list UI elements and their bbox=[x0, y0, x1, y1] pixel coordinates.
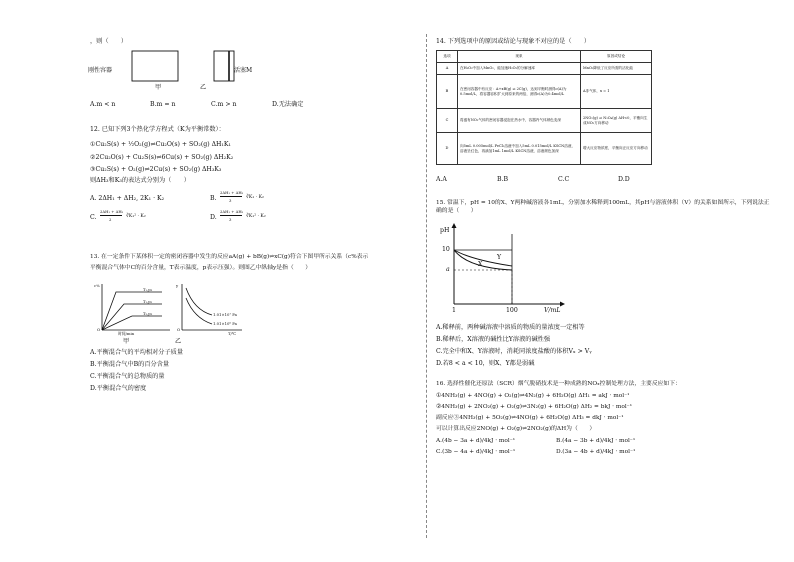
q12-option-d-label: D. bbox=[210, 214, 217, 221]
jia-origin: O bbox=[97, 327, 101, 332]
label-rigid-container: 刚性容器 bbox=[88, 67, 113, 74]
q16-option-d: D.(3a − 4b + d)/4kJ · mol⁻¹ bbox=[556, 449, 636, 455]
label-yi: 乙 bbox=[200, 84, 207, 91]
q15-curve-y-label: Y bbox=[497, 254, 502, 261]
q14-row-c-option: C bbox=[437, 109, 458, 133]
q14-table bbox=[436, 50, 652, 165]
column-divider bbox=[426, 34, 427, 538]
rigid-container bbox=[132, 51, 178, 81]
yi-x-label: T/℃ bbox=[228, 331, 237, 336]
q12-option-c-den: 2 bbox=[109, 217, 112, 222]
q15-y-arrow bbox=[452, 223, 457, 228]
q14-row-c-phenomenon: 将盛有NO₂气体的密闭容器浸泡在热水中，容器内气体颜色变深 bbox=[458, 109, 581, 133]
q14-row-d-option: D bbox=[437, 133, 458, 165]
q13-option-b: B.平衡混合气中B的百分含量 bbox=[90, 361, 170, 368]
q12-option-d-bar bbox=[220, 215, 242, 216]
q14-table-header bbox=[437, 51, 652, 63]
q13-option-c: C.平衡混合气的总物质的量 bbox=[90, 373, 165, 380]
q12-option-b-root: ∛K₁ · K₂ bbox=[246, 195, 264, 200]
q12-eq1: ①Cu₂S(s) + ½O₂(g)⇌Cu₂O(s) + SO₂(g) ΔH₁K₁ bbox=[90, 141, 232, 148]
q12-eq3: ③Cu₂S(s) + O₂(g)⇌2Cu(s) + SO₂(g) ΔH₃K₃ bbox=[90, 166, 222, 173]
q12-option-b-den: 3 bbox=[229, 198, 232, 203]
jia-curve-label-3: T₂,p₂ bbox=[143, 311, 153, 316]
jia-y-label: c% bbox=[94, 283, 100, 288]
q14-option-d: D.D bbox=[618, 176, 630, 183]
piston-container bbox=[214, 51, 234, 81]
q15-x-arrow bbox=[560, 302, 565, 307]
yi-curve-high-pressure bbox=[186, 288, 212, 315]
q15-x-label: V/mL bbox=[544, 307, 561, 314]
q12-option-d-num: 2ΔH₁ + ΔH₂ bbox=[220, 209, 244, 214]
q14-row-a-phenomenon: 在H₂O₂中加入MnO₂，能加速H₂O₂的分解速率 bbox=[458, 63, 581, 75]
q14-row-a-option: A bbox=[437, 63, 458, 75]
q14-row-d-cause: 增大反应物浓度，平衡向正反应方向移动 bbox=[581, 133, 652, 165]
q14-row-b-cause: A非气体，x = 1 bbox=[581, 75, 652, 109]
q16-ask: 可以计算出反应2NO(g) + O₂(g)⇌2NO₂(g)的ΔH为（ ） bbox=[436, 426, 596, 432]
q12-option-c-num: 2ΔH₁ + ΔH₂ bbox=[100, 209, 124, 214]
jia-curve-label-1: T₁,p₂ bbox=[143, 287, 153, 292]
q15-tick-100: 100 bbox=[506, 307, 518, 314]
q14-row-b bbox=[437, 75, 652, 109]
q15-y-label: pH bbox=[440, 227, 450, 234]
q12-option-b-bar bbox=[220, 196, 242, 197]
q16-option-b: B.(4a − 3b + d)/4kJ · mol⁻¹ bbox=[556, 438, 636, 444]
q14-row-a bbox=[437, 63, 652, 75]
jia-caption: 甲 bbox=[123, 338, 130, 345]
yi-y-label: y bbox=[176, 283, 179, 288]
q14-row-b-phenomenon: 在密闭容器中有反应：A+xB(g) ⇌ 2C(g)，达到平衡时测得c(A)为0.5mol/L，将容器容积扩大到原来的两倍，测得c(A)为0.4mol/L bbox=[458, 75, 581, 109]
q12-option-b-num: 2ΔH₁ + ΔH₂ bbox=[220, 190, 244, 195]
q14-row-c-cause: 2NO₂(g) ⇌ N₂O₄(g) ΔH<0，平衡向生成NO₂方向移动 bbox=[581, 109, 652, 133]
jia-curve-t1p2 bbox=[102, 292, 162, 330]
q14-option-a: A.A bbox=[436, 176, 447, 183]
q12-option-a: A. 2ΔH₁ + ΔH₂, 2K₁ · K₂ bbox=[90, 195, 165, 202]
yi-curve-low-pressure bbox=[186, 298, 212, 324]
q12-stem: 12. 已知下列3个热化学方程式（K为平衡常数）： bbox=[90, 126, 225, 133]
q11-option-a: A.m < n bbox=[90, 101, 116, 108]
jia-x-label: 时间/min bbox=[118, 331, 135, 336]
q12-option-d-root: ∛K₁² · K₂ bbox=[246, 214, 266, 219]
q16-option-c: C.(3b − 4a + d)/4kJ · mol⁻¹ bbox=[436, 449, 516, 455]
q11-option-b: B.m = n bbox=[150, 101, 176, 108]
q14-row-c bbox=[437, 109, 652, 133]
q14-option-b: B.B bbox=[497, 176, 509, 183]
q13-stem-line1: 13. 在一定条件下某体积一定的密闭容器中发生的反应aA(g) + bB(g)⇌xC(g)符合下图甲所示关系（c%表示 bbox=[90, 254, 369, 260]
q16-eq2: ②4NH₃(g) + 2NO₂(g) + O₂(g)⇌3N₂(g) + 6H₂O(g) ΔH₂ = bkJ · mol⁻¹ bbox=[436, 404, 633, 410]
q14-stem: 14. 下列选项中的原因或结论与现象不对应的是（ ） bbox=[436, 38, 591, 45]
q15-tick-a: a bbox=[446, 266, 450, 273]
q12-ask: 则ΔH₃和K₃的表达式分别为（ ） bbox=[90, 177, 190, 184]
q14-header-cause: 原因或结论 bbox=[581, 51, 652, 63]
q13-figure-yi bbox=[172, 280, 262, 342]
q14-header-option: 选项 bbox=[437, 51, 458, 63]
q12-eq2: ②2Cu₂O(s) + Cu₂S(s)⇌6Cu(s) + SO₂(g) ΔH₂K₂ bbox=[90, 154, 234, 161]
yi-caption: 乙 bbox=[175, 338, 182, 345]
q11-option-d: D.无法确定 bbox=[272, 101, 304, 108]
q16-option-a: A.(4b − 3a + d)/4kJ · mol⁻¹ bbox=[436, 438, 516, 444]
q15-option-d: D.若8 < a < 10，则X、Y都是弱碱 bbox=[436, 360, 535, 367]
yi-origin: O bbox=[177, 327, 181, 332]
q11-stem-tail: ，则（ ） bbox=[90, 38, 128, 45]
q15-tick-10: 10 bbox=[442, 246, 450, 253]
q12-option-c-bar bbox=[100, 215, 122, 216]
q15-tick-1: 1 bbox=[452, 307, 456, 314]
q15-curve-x-label: X bbox=[478, 261, 483, 268]
q15-option-c: C.完全中和X、Y溶液时，消耗同浓度盐酸的体积Vₓ > Vᵧ bbox=[436, 348, 592, 355]
q16-eq1: ①4NH₃(g) + 4NO(g) + O₂(g)⇌4N₂(g) + 6H₂O(g) ΔH₁ = akJ · mol⁻¹ bbox=[436, 393, 630, 399]
q14-row-b-option: B bbox=[437, 75, 458, 109]
q14-header-phenomenon: 现象 bbox=[458, 51, 581, 63]
q16-stem: 16. 选择性催化还原法（SCR）烟气脱硝技术是一种成熟的NOₓ控制处理方法，主要反应如下： bbox=[436, 381, 681, 387]
q14-row-a-cause: MnO₂降低了反应所需的活化能 bbox=[581, 63, 652, 75]
q12-option-c-label: C. bbox=[90, 214, 97, 221]
q15-stem: 15. 常温下，pH = 10的X、Y两种碱溶液各1mL，分别加水稀释到100mL，其pH与溶液体积（V）的关系如图所示，下列说法正确的是（ ） bbox=[436, 200, 770, 214]
q15-option-a: A.稀释前，两种碱溶液中溶质的物质的量浓度一定相等 bbox=[436, 324, 585, 331]
jia-curve-label-2: T₁,p₁ bbox=[143, 299, 153, 304]
label-jia: 甲 bbox=[155, 84, 162, 91]
q15-option-b: B.稀释后，X溶液的碱性比Y溶液的碱性强 bbox=[436, 336, 551, 343]
q16-eq3: 副反应③4NH₃(g) + 5O₂(g)⇌4NO(g) + 6H₂O(g) ΔH₃ = dkJ · mol⁻¹ bbox=[436, 415, 624, 421]
yi-curve-label-1: 1.01×10⁷ Pa bbox=[213, 312, 237, 317]
q14-row-d-phenomenon: 向5mL 0.005mol/L FeCl₃溶液中加入5mL 0.015mol/L KSCN溶液，溶液呈红色，再滴加1mL 1mol/L KSCN溶液，溶液颜色加深 bbox=[458, 133, 581, 165]
q12-option-b-label: B. bbox=[210, 195, 217, 202]
q12-option-d-den: 3 bbox=[229, 217, 232, 222]
q13-option-a: A.平衡混合气的平均相对分子质量 bbox=[90, 349, 184, 356]
q12-option-c-root: ∛K₁² · K₂ bbox=[126, 214, 146, 219]
q13-stem-line2: 平衡混合气体中C的百分含量，T表示温度，p表示压强）。则图乙中纵轴y是指（ ） bbox=[90, 265, 312, 271]
jia-curve-t2p2 bbox=[102, 316, 162, 330]
q14-option-c: C.C bbox=[558, 176, 570, 183]
yi-curve-label-2: 1.01×10⁶ Pa bbox=[213, 321, 237, 326]
q11-option-c: C.m > n bbox=[211, 101, 237, 108]
q13-option-d: D.平衡混合气的密度 bbox=[90, 385, 147, 392]
q14-row-d bbox=[437, 133, 652, 165]
label-piston: 活塞M bbox=[234, 67, 253, 74]
q11-figure bbox=[88, 48, 258, 98]
